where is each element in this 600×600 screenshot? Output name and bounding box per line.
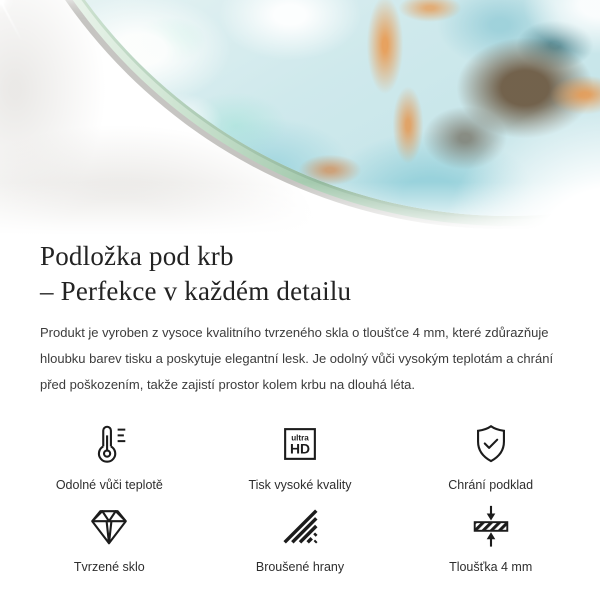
hero-product-image: [0, 0, 600, 236]
product-description: Produkt je vyroben z vysoce kvalitního tvrzeného skla o tloušťce 4 mm, které zdůrazňuje hloubku barev tisku a poskytuje elegantní lesk. Je odolný vůči vysokým teplotám a chrání před poškozením, takže zajistí prostor kolem krbu na dlouhá léta.: [40, 325, 554, 393]
beveled-edge-icon: [277, 502, 323, 550]
feature-print-quality: [205, 420, 396, 492]
diamond-icon: [86, 502, 132, 550]
hero-white-fade: [0, 0, 600, 236]
page-title-line1: Podložka pod krb: [40, 241, 234, 271]
page-title: [40, 239, 560, 308]
svg-text:HD: HD: [289, 440, 311, 457]
feature-label: Chrání podklad: [448, 478, 534, 493]
feature-tempered-glass: [14, 502, 205, 574]
thickness-icon: [468, 502, 514, 550]
feature-label: Odolné vůči teplotě: [55, 478, 163, 493]
feature-grid: [0, 420, 600, 574]
svg-text:ultra: ultra: [291, 433, 309, 443]
feature-label: Tisk vysoké kvality: [248, 478, 352, 493]
product-content: [0, 239, 600, 398]
page-title-line2: – Perfekce v každém detailu: [40, 275, 352, 306]
thermometer-icon: [86, 420, 132, 468]
feature-protects-base: [395, 420, 586, 492]
ultra-hd-icon: [277, 420, 323, 468]
shield-check-icon: [468, 420, 514, 468]
feature-heat-resistant: [14, 420, 205, 492]
feature-polished-edges: [205, 502, 396, 574]
feature-thickness: [395, 502, 586, 574]
feature-label: Tvrzené sklo: [73, 560, 145, 575]
feature-label: Tloušťka 4 mm: [449, 560, 533, 575]
feature-label: Broušené hrany: [255, 560, 345, 575]
